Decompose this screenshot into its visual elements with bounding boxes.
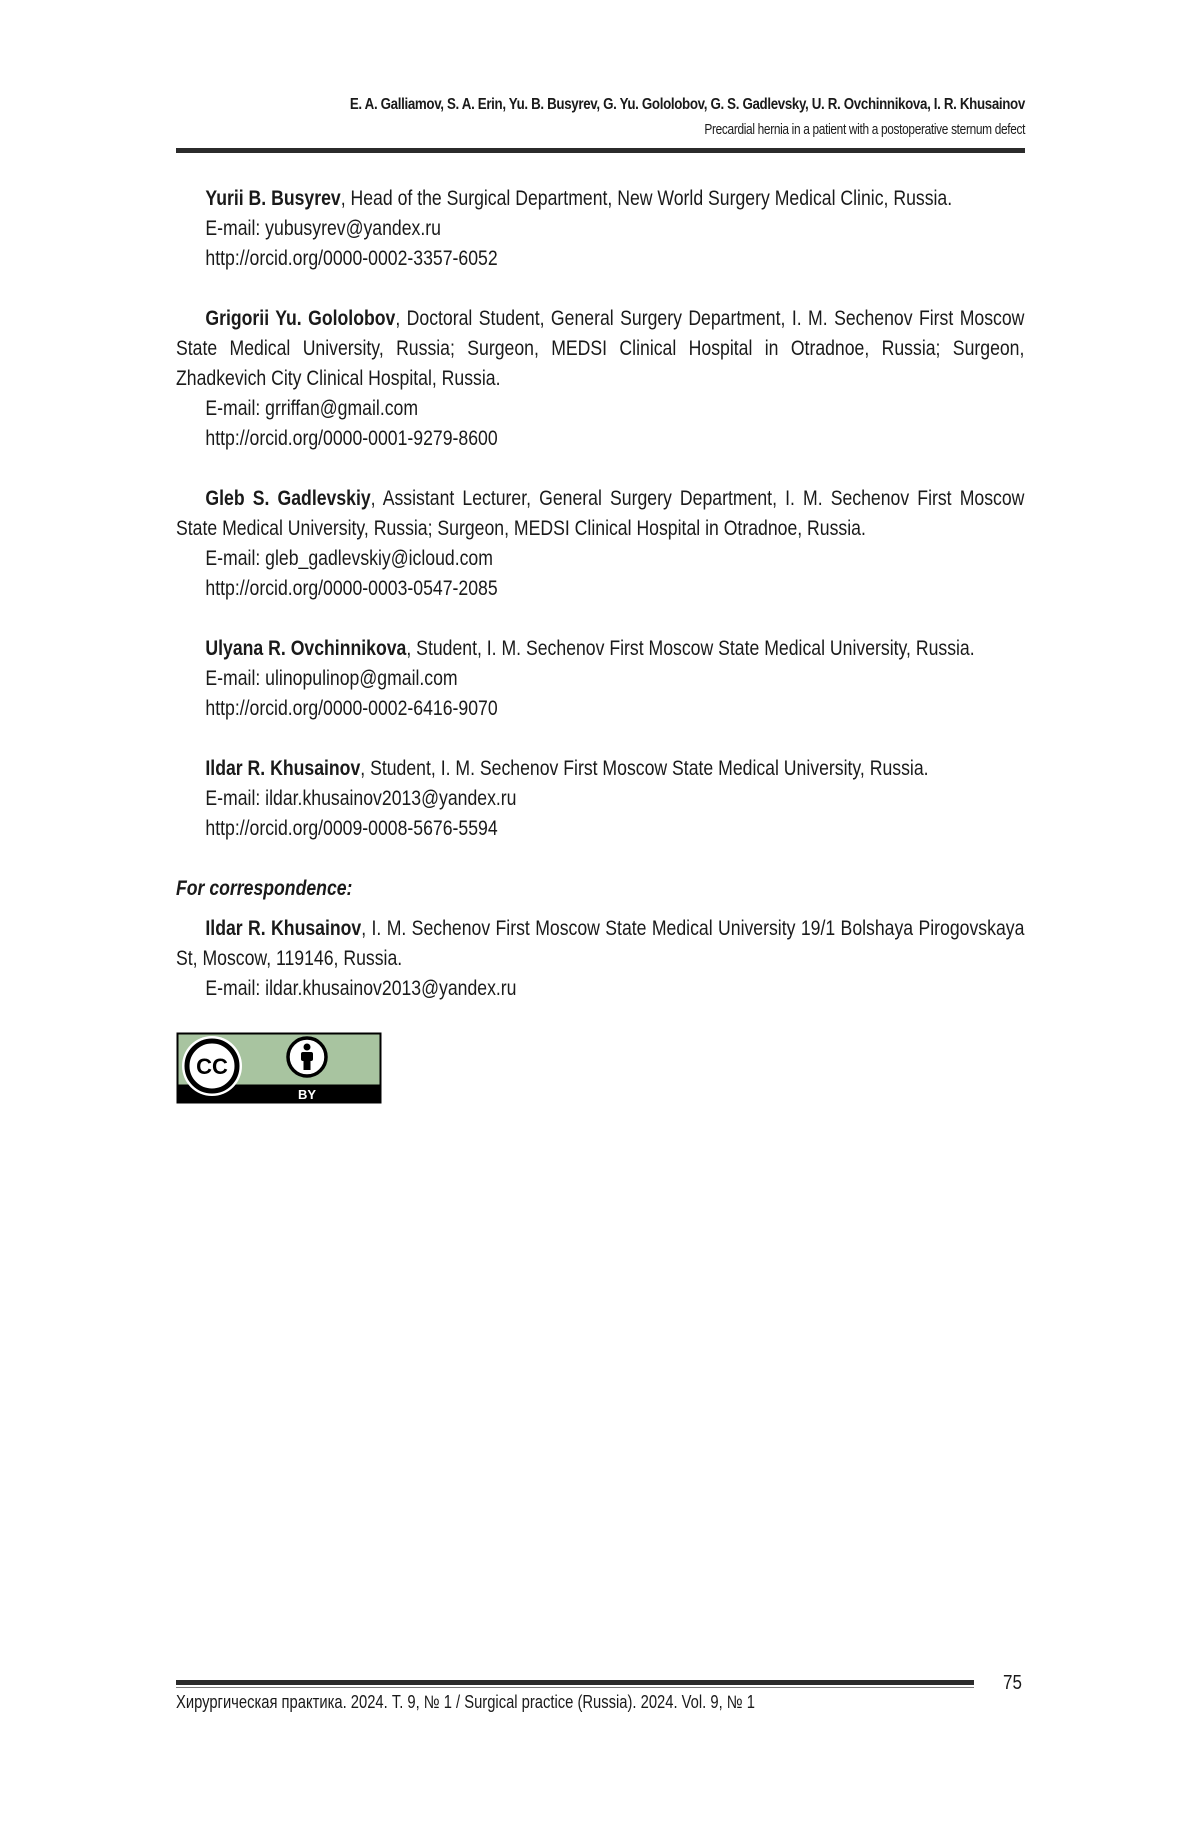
author-affiliation (176, 304, 1024, 394)
author-affiliation (176, 754, 1024, 784)
author-entry (176, 634, 1024, 724)
author-orcid-link[interactable]: http://orcid.org/0000-0003-0547-2085 (205, 577, 498, 600)
correspondence-name: Ildar R. Khusainov (205, 917, 362, 940)
author-affiliation-text: , Assistant Lecturer, General Surgery Department, I. M. Sechenov First Moscow State Medical University, Russia; Surgeon, MEDSI Clinical Hospital in Otradnoe, Russia. (176, 487, 1025, 540)
cc-by-license-badge[interactable] (176, 1032, 382, 1104)
running-header-title: Precardial hernia in a patient with a postoperative sternum defect (704, 122, 1025, 138)
author-info-section (176, 184, 1024, 1004)
cc-label: CC (196, 1054, 228, 1079)
correspondence-address (176, 914, 1024, 974)
author-name: Grigorii Yu. Gololobov (205, 307, 396, 330)
author-entry (176, 484, 1024, 604)
article-content (176, 184, 1025, 1004)
author-name: Ulyana R. Ovchinnikova (205, 637, 407, 660)
footer-rule (176, 1680, 974, 1685)
author-email[interactable]: E-mail: grriffan@gmail.com (205, 397, 419, 420)
correspondence-address-text: , I. M. Sechenov First Moscow State Medical University 19/1 Bolshaya Pirogovskaya St, Moscow, 119146, Russia. (176, 917, 1025, 970)
author-affiliation (176, 484, 1024, 544)
page-number: 75 (1003, 1672, 1022, 1694)
author-entry (176, 184, 1024, 274)
author-affiliation-text: , Student, I. M. Sechenov First Moscow State Medical University, Russia. (360, 757, 929, 780)
correspondence-block (176, 874, 1024, 1004)
correspondence-email[interactable]: E-mail: ildar.khusainov2013@yandex.ru (205, 977, 517, 1000)
author-email[interactable]: E-mail: ulinopulinop@gmail.com (205, 667, 458, 690)
author-name: Yurii B. Busyrev (205, 187, 341, 210)
author-orcid-link[interactable]: http://orcid.org/0000-0001-9279-8600 (205, 427, 498, 450)
attribution-person-icon (288, 1038, 326, 1076)
author-affiliation-text: , Student, I. M. Sechenov First Moscow State Medical University, Russia. (406, 637, 975, 660)
author-name: Gleb S. Gadlevskiy (205, 487, 371, 510)
footer-rule-thin (176, 1687, 974, 1688)
author-email[interactable]: E-mail: gleb_gadlevskiy@icloud.com (205, 547, 493, 570)
author-orcid-link[interactable]: http://orcid.org/0000-0002-6416-9070 (205, 697, 498, 720)
author-orcid-link[interactable]: http://orcid.org/0000-0002-3357-6052 (205, 247, 498, 270)
author-affiliation (176, 634, 1024, 664)
header-rule (176, 148, 1025, 153)
author-affiliation-text: , Doctoral Student, General Surgery Department, I. M. Sechenov First Moscow State Medical University, Russia; Surgeon, MEDSI Clinical Hospital in Otradnoe, Russia; Surgeon, Zhadkevich City Clinical Hospital, Russia. (176, 307, 1025, 390)
cc-icon (182, 1036, 242, 1096)
author-email[interactable]: E-mail: yubusyrev@yandex.ru (205, 217, 441, 240)
author-affiliation-text: , Head of the Surgical Department, New World Surgery Medical Clinic, Russia. (340, 187, 953, 210)
correspondence-heading: For correspondence: (176, 877, 353, 900)
author-entry (176, 304, 1024, 454)
author-entry (176, 754, 1024, 844)
author-email[interactable]: E-mail: ildar.khusainov2013@yandex.ru (205, 787, 517, 810)
author-affiliation (176, 184, 1024, 214)
author-name: Ildar R. Khusainov (205, 757, 361, 780)
journal-citation: Хирургическая практика. 2024. Т. 9, № 1 / Surgical practice (Russia). 2024. Vol. 9, № 1 (176, 1692, 755, 1712)
author-orcid-link[interactable]: http://orcid.org/0009-0008-5676-5594 (205, 817, 498, 840)
running-header-authors: E. A. Galliamov, S. A. Erin, Yu. B. Busyrev, G. Yu. Gololobov, G. S. Gadlevsky, U. R. Ovchinnikova, I. R. Khusainov (349, 96, 1025, 113)
by-label: BY (297, 1087, 317, 1102)
